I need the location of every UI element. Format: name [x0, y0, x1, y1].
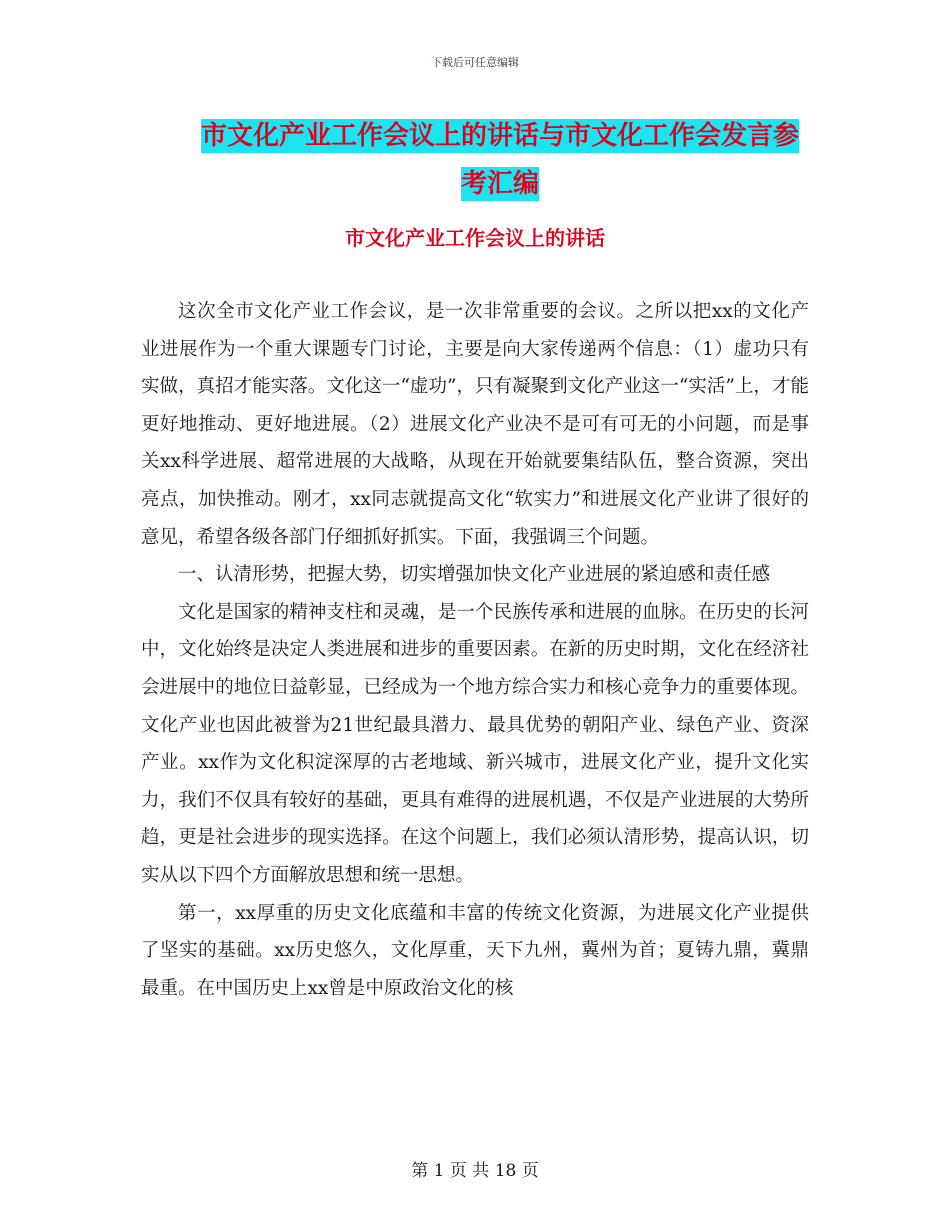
body-text	[141, 293, 809, 1007]
header-note: 下载后可任意编辑	[431, 56, 519, 69]
title-line-1: 市文化产业工作会议上的讲话与市文化工作会发言参	[200, 121, 799, 151]
page-footer: 第 1 页 共 18 页	[411, 1161, 539, 1181]
section-title: 市文化产业工作会议上的讲话	[345, 226, 605, 250]
document-title	[150, 112, 850, 208]
paragraph: 这次全市文化产业工作会议，是一次非常重要的会议。之所以把xx的文化产业进展作为一个重大课题专门讨论，主要是向大家传递两个信息：（1）虚功只有实做，真招才能实落。文化这一“虚功”，只有凝聚到文化产业这一“实活”上，才能更好地推动、更好地进展。（2）进展文化产业决不是可有可无的小问题，而是事关xx科学进展、超常进展的大战略，从现在开始就要集结队伍，整合资源，突出亮点，加快推动。刚才，xx同志就提高文化“软实力”和进展文化产业讲了很好的意见，希望各级各部门仔细抓好抓实。下面，我强调三个问题。	[141, 301, 809, 548]
title-line-2: 考汇编	[460, 169, 539, 199]
paragraph: 文化是国家的精神支柱和灵魂，是一个民族传承和进展的血脉。在历史的长河中，文化始终是决定人类进展和进步的重要因素。在新的历史时期，文化在经济社会进展中的地位日益彰显，已经成为一个地方综合实力和核心竞争力的重要体现。文化产业也因此被誉为21世纪最具潜力、最具优势的朝阳产业、绿色产业、资深产业。xx作为文化积淀深厚的古老地域、新兴城市，进展文化产业，提升文化实力，我们不仅具有较好的基础，更具有难得的进展机遇，不仅是产业进展的大势所趋，更是社会进步的现实选择。在这个问题上，我们必须认清形势，提高认识，切实从以下四个方面解放思想和统一思想。	[141, 601, 809, 886]
paragraph: 第一，xx厚重的历史文化底蕴和丰富的传统文化资源，为进展文化产业提供了坚实的基础。xx历史悠久，文化厚重，天下九州，冀州为首；夏铸九鼎，冀鼎最重。在中国历史上xx曾是中原政治文化的核	[141, 902, 809, 999]
paragraph-heading: 一、认清形势，把握大势，切实增强加快文化产业进展的紧迫感和责任感	[178, 564, 771, 586]
